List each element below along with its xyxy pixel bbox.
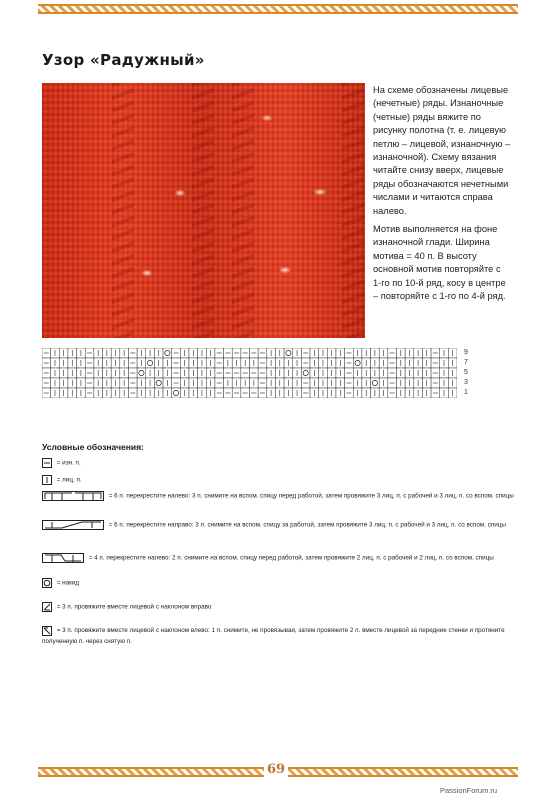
yarn-over-mark	[165, 350, 170, 355]
description-paragraph-2: Мотив выполняется на фоне изнаночной глади. Ширина мотива = 40 п. В высоту основной мотив повторяйте с 1-го по 10-й ряд, косу в центре – повторяйте с 1-го по 4-й ряд.	[373, 224, 506, 302]
k3tog-left-symbol-icon	[42, 626, 52, 636]
yarn-over-mark	[303, 370, 308, 375]
site-watermark: PassionForum.ru	[440, 786, 498, 795]
row-number: 1	[464, 389, 468, 396]
legend-text: = изн. п.	[56, 459, 81, 467]
purl-symbol-icon	[42, 458, 52, 468]
yarn-over-mark	[139, 370, 144, 375]
page-title: Узор «Радужный»	[42, 51, 205, 69]
knit-symbol-icon	[42, 475, 52, 485]
description-paragraph-1: На схеме обозначены лицевые (нечетные) ряды. Изнаночные (четные) ряды вяжите по рисунку полотна (т. е. лицевую петлю – лицевой, изнаночную – изнаночной). Схему вязания читайте снизу вверх, лицевые ряды обозначаются нечетными числами и читаются справа налево.	[373, 85, 511, 216]
yarn-over-mark	[173, 390, 178, 395]
cable-6-left-symbol-icon	[42, 491, 104, 501]
legend-item-cable-6-right	[42, 520, 506, 530]
legend-text: = накид	[56, 579, 80, 587]
row-number: 7	[464, 359, 468, 366]
k3tog-right-symbol-icon	[42, 602, 52, 612]
yarn-over-mark	[156, 380, 161, 385]
yarn-over-symbol-icon	[42, 578, 52, 588]
chart-row-numbers	[464, 348, 480, 398]
knitting-chart-grid	[42, 348, 457, 398]
page-number: 69	[264, 762, 288, 777]
yarn-over-mark	[372, 380, 377, 385]
legend-heading: Условные обозначения:	[42, 442, 144, 452]
cable-4-left-symbol-icon	[42, 553, 84, 563]
legend-item-knit	[42, 475, 82, 485]
cable-6-right-symbol-icon	[42, 520, 104, 530]
knit-sample-photo	[42, 83, 365, 338]
top-ornament-border	[38, 4, 518, 14]
knitting-chart	[42, 348, 457, 400]
legend-text: = 4 п. перекрестите налево: 2 п. снимите на вспом. спицу перед работой, затем провяжите 2 лиц. п. с рабочей и 2 лиц. п. со вспом. спицы	[88, 554, 494, 562]
legend-item-cable-4-left	[42, 553, 494, 563]
legend-item-k3tog-left	[42, 626, 512, 647]
legend-item-k3tog-right	[42, 602, 211, 612]
legend-item-yarn-over	[42, 578, 79, 588]
yarn-over-mark	[355, 360, 360, 365]
legend-text: = 3 п. провяжите вместе лицевой с наклоном вправо	[56, 603, 212, 611]
legend-text: = 3 п. провяжите вместе лицевой с наклоном влево: 1 п. снимите, не провязывая, затем провяжите 2 п. вместе лицевой за передние стенки и протяните полученную п. через снятую п.	[42, 627, 505, 645]
legend-item-cable-6-left	[42, 491, 514, 501]
legend-text: = 6 п. перекрестите налево: 3 п. снимите на вспом. спицу перед работой, затем провяжите 3 лиц. п. с рабочей и 3 лиц. п. со вспом. спицы	[108, 492, 514, 500]
row-number: 9	[464, 349, 468, 356]
legend-text: = 6 п. перекрестите направо: 3 п. снимите на вспом. спицу за работой, затем провяжите 3 лиц. п. с рабочей и 3 лиц. п. со вспом. спицы	[108, 521, 506, 529]
yarn-over-mark	[147, 360, 152, 365]
legend-item-purl	[42, 458, 81, 468]
yarn-over-mark	[286, 350, 291, 355]
row-number: 5	[464, 369, 468, 376]
description-text	[373, 84, 511, 309]
legend-text: = лиц. п.	[56, 476, 82, 484]
row-number: 3	[464, 379, 468, 386]
